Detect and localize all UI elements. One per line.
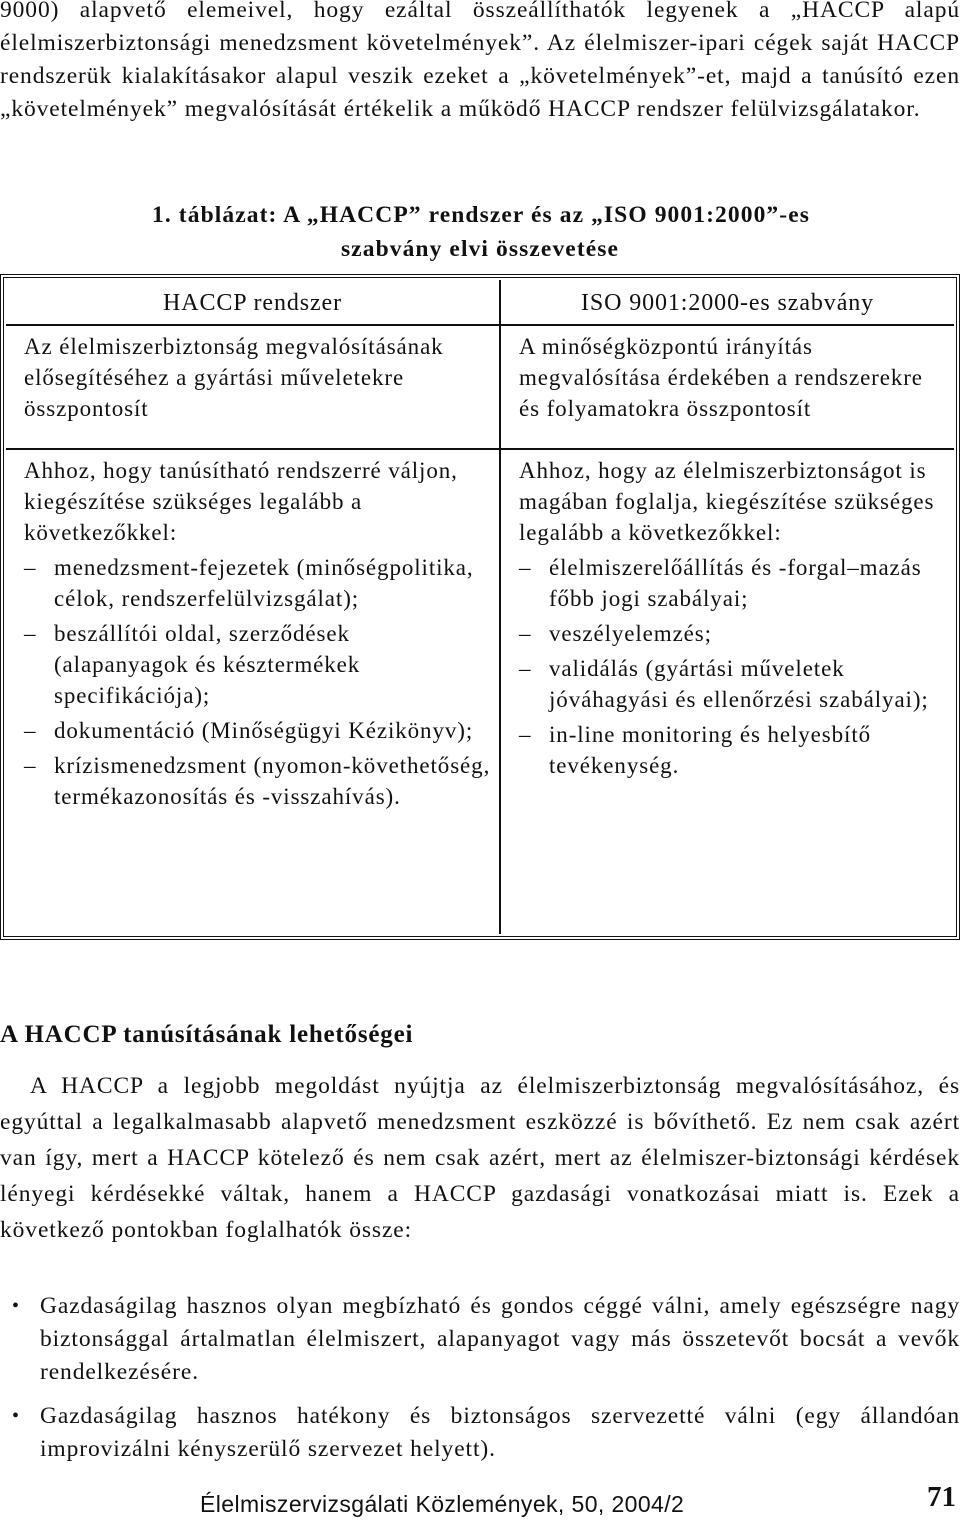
iso-requirements-intro: Ahhoz, hogy az élelmiszerbiztonságot is magában foglalja, kiegészítése szükséges legalább a következőkkel: bbox=[519, 458, 935, 545]
table-caption-line2: szabvány elvi összevetése bbox=[340, 236, 620, 262]
table-caption bbox=[60, 198, 900, 266]
list-item: – menedzsment-fejezetek (minőségpolitika, célok, rendszerfelülvizsgálat); bbox=[24, 552, 491, 614]
cell-haccp-focus: Az élelmiszerbiztonság megvalósításának elősegítéséhez a gyártási műveletekre összpontosít bbox=[6, 325, 500, 449]
dash-marker: – bbox=[519, 656, 532, 681]
list-item: – dokumentáció (Minőségügyi Kézikönyv); bbox=[24, 715, 491, 746]
dash-marker: – bbox=[519, 621, 532, 646]
comparison-table bbox=[6, 280, 954, 934]
dash-marker: – bbox=[519, 555, 532, 580]
bullet-icon: • bbox=[12, 1405, 20, 1427]
body-paragraph: A HACCP a legjobb megoldást nyújtja az élelmiszerbiztonság megvalósításához, és egyúttal a legalkalmasabb alapvető menedzsment eszközzé is bővíthető. Ez nem csak azért van így, mert a HACCP kötelező és nem csak azért, mert az élelmiszer-biztonsági kérdések lényegi kérdésekké váltak, hanem a HACCP gazdasági vonatkozásai miatt is. Ezek a következő pontokban foglalhatók össze: bbox=[0, 1073, 960, 1243]
header-iso: ISO 9001:2000-es szabvány bbox=[500, 280, 954, 325]
list-item: • Gazdaságilag hasznos olyan megbízható és gondos céggé válni, amely egészségre nagy biztonsággal ártalmatlan élelmiszert, alapanyagot vagy más összetevőt bocsát a vevők rendelkezésére. bbox=[0, 1290, 960, 1389]
list-item: – beszállítói oldal, szerződések (alapanyagok és késztermékek specifikációja); bbox=[24, 618, 491, 711]
dash-marker: – bbox=[24, 621, 37, 646]
header-haccp: HACCP rendszer bbox=[6, 280, 500, 325]
table-row bbox=[6, 325, 954, 449]
comparison-table-frame bbox=[0, 274, 960, 940]
haccp-requirements-intro: Ahhoz, hogy tanúsítható rendszerré váljon, kiegészítése szükséges legalább a következőkkel: bbox=[24, 458, 458, 545]
list-item: – krízismenedzsment (nyomon-követhetőség, termékazonosítás és -visszahívás). bbox=[24, 750, 491, 812]
dash-marker: – bbox=[24, 753, 37, 778]
dash-marker: – bbox=[24, 555, 37, 580]
dash-marker: – bbox=[519, 722, 532, 747]
page-number: 71 bbox=[927, 1481, 956, 1513]
bullet-list bbox=[0, 1290, 960, 1477]
list-item: – veszélyelemzés; bbox=[519, 618, 946, 649]
cell-iso-focus: A minőségközpontú irányítás megvalósítása érdekében a rendszerekre és folyamatokra összpontosít bbox=[500, 325, 954, 449]
haccp-requirements-list bbox=[24, 552, 491, 812]
cell-iso-requirements bbox=[500, 449, 954, 934]
table-caption-line1: 1. táblázat: A „HACCP” rendszer és az „ISO 9001:2000”-es bbox=[152, 202, 810, 228]
table-row bbox=[6, 449, 954, 934]
list-item: – in-line monitoring és helyesbítő tevékenység. bbox=[519, 719, 946, 781]
bullet-icon: • bbox=[12, 1295, 20, 1317]
section-heading: A HACCP tanúsításának lehetőségei bbox=[0, 1021, 414, 1048]
cell-haccp-requirements bbox=[6, 449, 500, 934]
list-item: • Gazdaságilag hasznos hatékony és biztonságos szervezetté válni (egy állandóan improvizálni kényszerülő szervezet helyett). bbox=[0, 1400, 960, 1466]
list-item: – élelmiszerelőállítás és -forgal–mazás főbb jogi szabályai; bbox=[519, 552, 946, 614]
intro-paragraph: 9000) alapvető elemeivel, hogy ezáltal összeállíthatók legyenek a „HACCP alapú élelmiszerbiztonsági menedzsment követelmények”. Az élelmiszer-ipari cégek saját HACCP rendszerük kialakításakor alapul veszik ezeket a „követelmények”-et, majd a tanúsító ezen „követelmények” megvalósítását értékelik a működő HACCP rendszer felülvizsgálatakor. bbox=[0, 0, 960, 122]
dash-marker: – bbox=[24, 718, 37, 743]
table-header-row bbox=[6, 280, 954, 325]
iso-requirements-list bbox=[519, 552, 946, 781]
footer-journal: Élelmiszervizsgálati Közlemények, 50, 2004/2 bbox=[200, 1491, 685, 1517]
list-item: – validálás (gyártási műveletek jóváhagyási és ellenőrzési szabályai); bbox=[519, 653, 946, 715]
